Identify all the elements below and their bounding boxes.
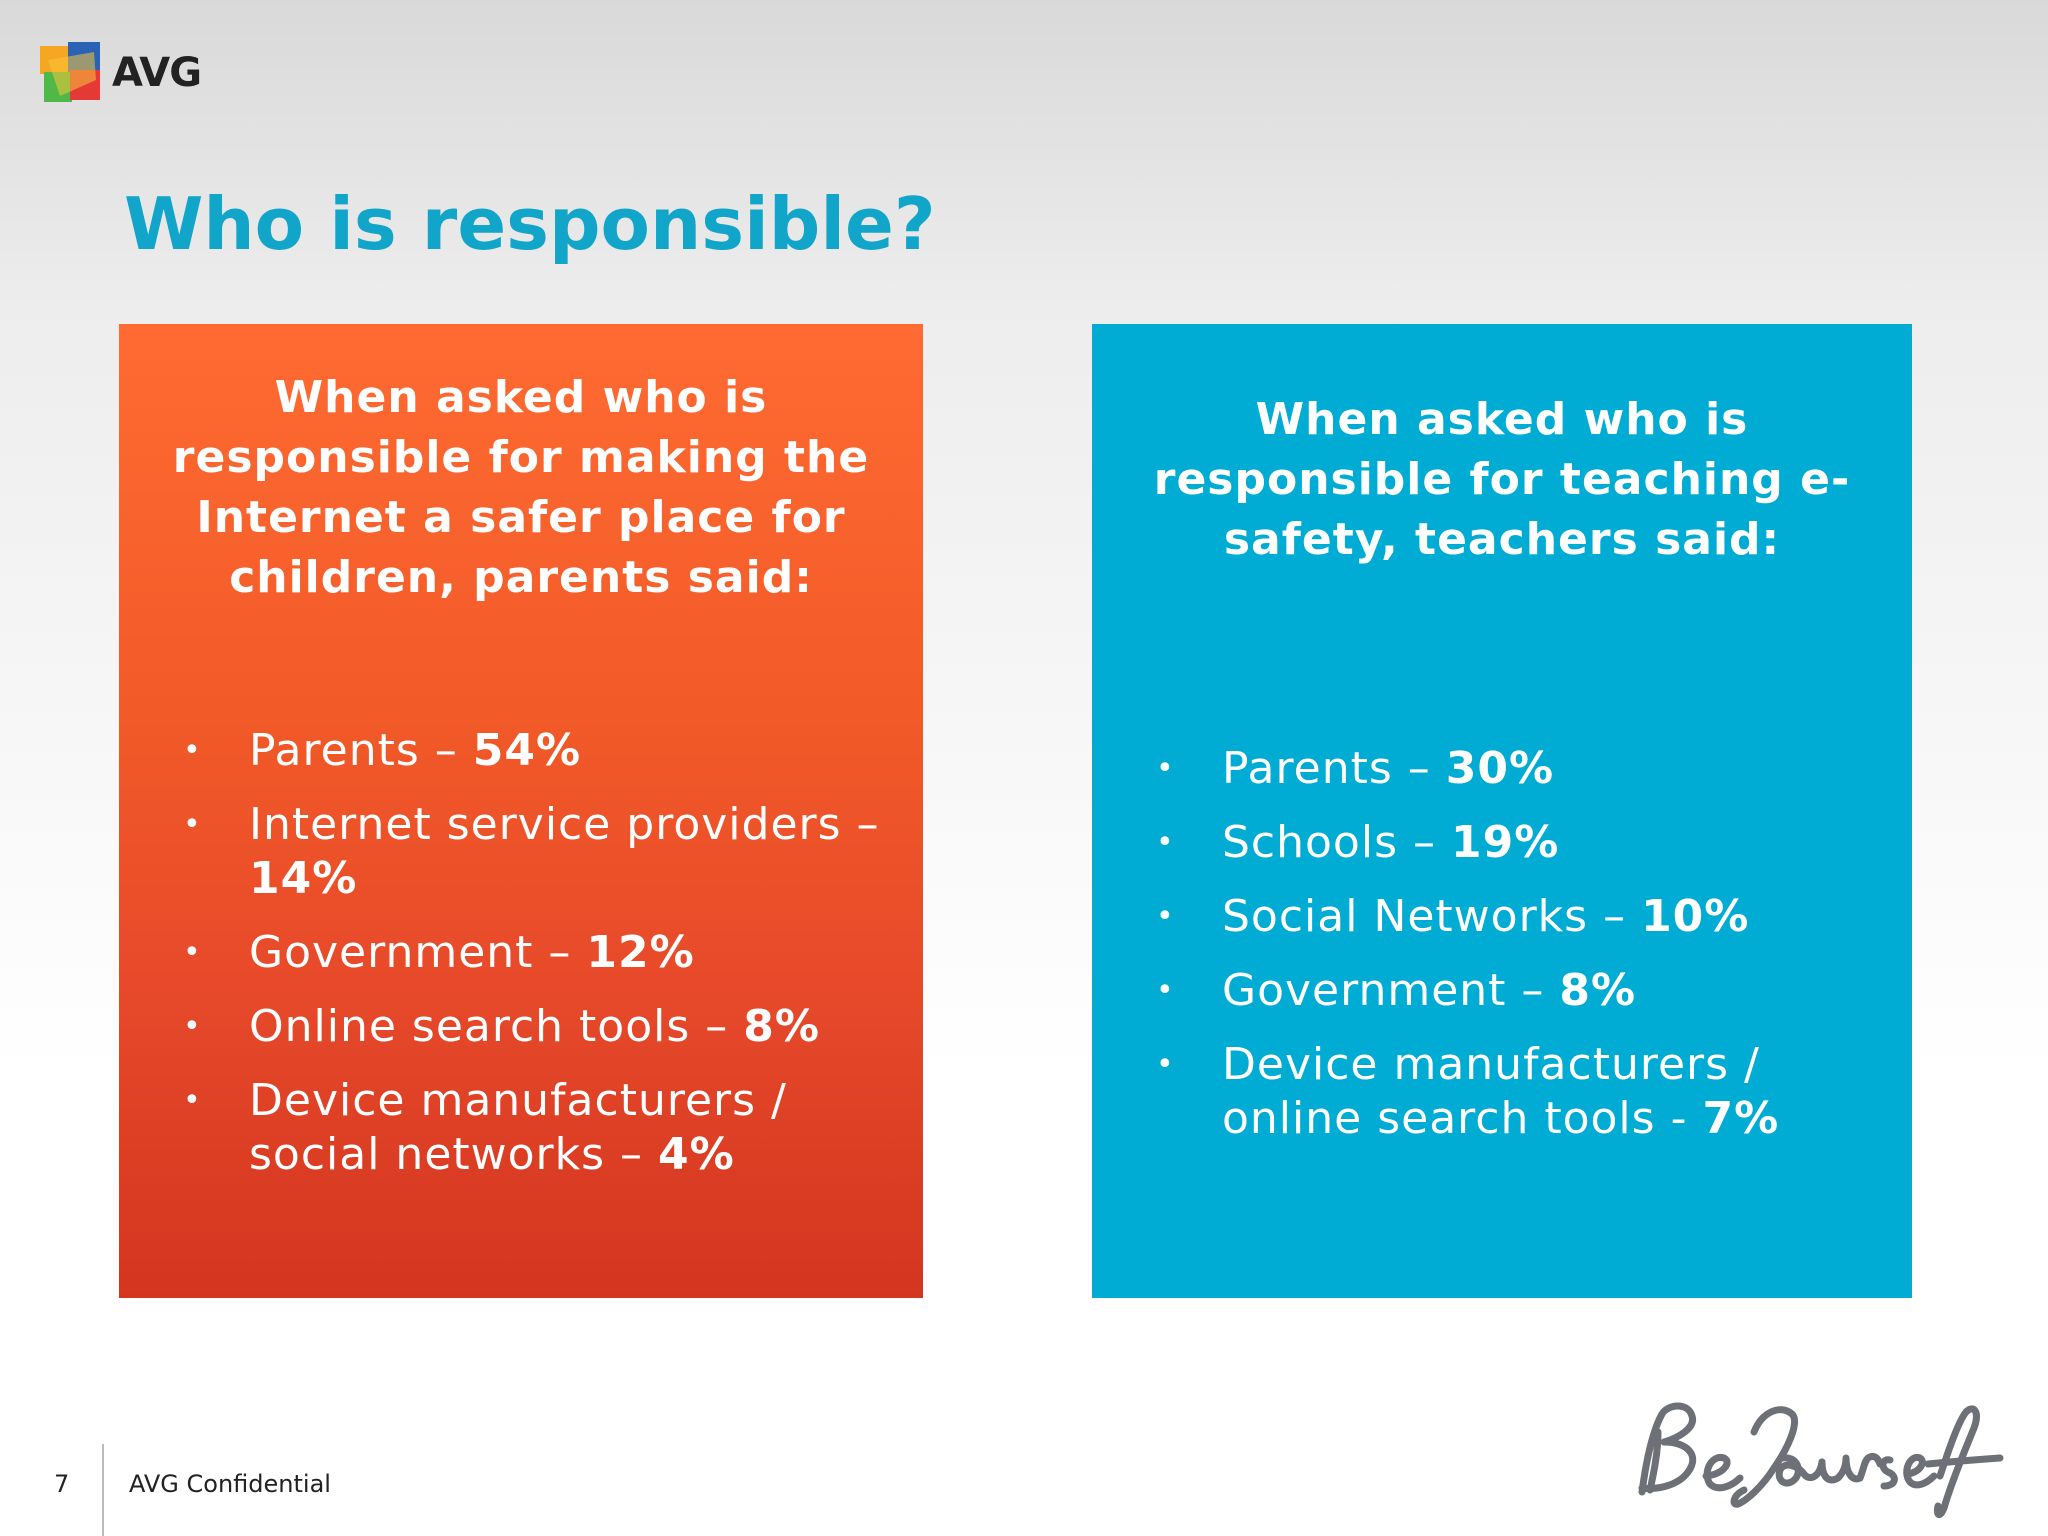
bullet-icon: • — [1156, 973, 1175, 1008]
list-item: • Social Networks – 10% — [1156, 891, 1750, 942]
bullet-icon: • — [1156, 1047, 1175, 1082]
avg-logo-icon — [38, 40, 104, 106]
bullet-icon: • — [1156, 751, 1175, 786]
bullet-icon: • — [1156, 899, 1175, 934]
parents-panel-heading: When asked who is responsible for making the Internet a safer place for children, parents said: — [172, 372, 870, 603]
teachers-stats-list — [1092, 742, 1912, 1166]
bullet-icon: • — [183, 733, 202, 768]
avg-logo-text: AVG — [112, 50, 202, 96]
list-item: • Online search tools – 8% — [183, 1001, 820, 1052]
parents-stats-list — [119, 724, 923, 1202]
bullet-icon: • — [183, 935, 202, 970]
list-item: • Government – 12% — [183, 927, 695, 978]
bullet-icon: • — [183, 1009, 202, 1044]
page-title: Who is responsible? — [124, 182, 936, 266]
list-item: • Schools – 19% — [1156, 817, 1560, 868]
bullet-icon: • — [183, 807, 202, 842]
avg-logo — [38, 40, 201, 106]
bullet-icon: • — [1156, 825, 1175, 860]
list-item: • Device manufacturers / social networks – 4% — [183, 1075, 787, 1180]
bullet-icon: • — [183, 1083, 202, 1118]
be-yourself-tagline — [1628, 1392, 2008, 1522]
page-number: 7 — [54, 1470, 70, 1498]
list-item: • Internet service providers – 14% — [183, 799, 880, 904]
parents-panel — [119, 324, 923, 1298]
list-item: • Parents – 54% — [183, 725, 582, 776]
list-item: • Device manufacturers / online search tools - 7% — [1156, 1039, 1780, 1144]
footer-confidential: AVG Confidential — [129, 1470, 331, 1498]
list-item: • Parents – 30% — [1156, 743, 1555, 794]
footer-divider — [102, 1444, 104, 1536]
list-item: • Government – 8% — [1156, 965, 1637, 1016]
teachers-panel-heading: When asked who is responsible for teaching e-safety, teachers said: — [1153, 394, 1851, 565]
teachers-panel — [1092, 324, 1912, 1298]
